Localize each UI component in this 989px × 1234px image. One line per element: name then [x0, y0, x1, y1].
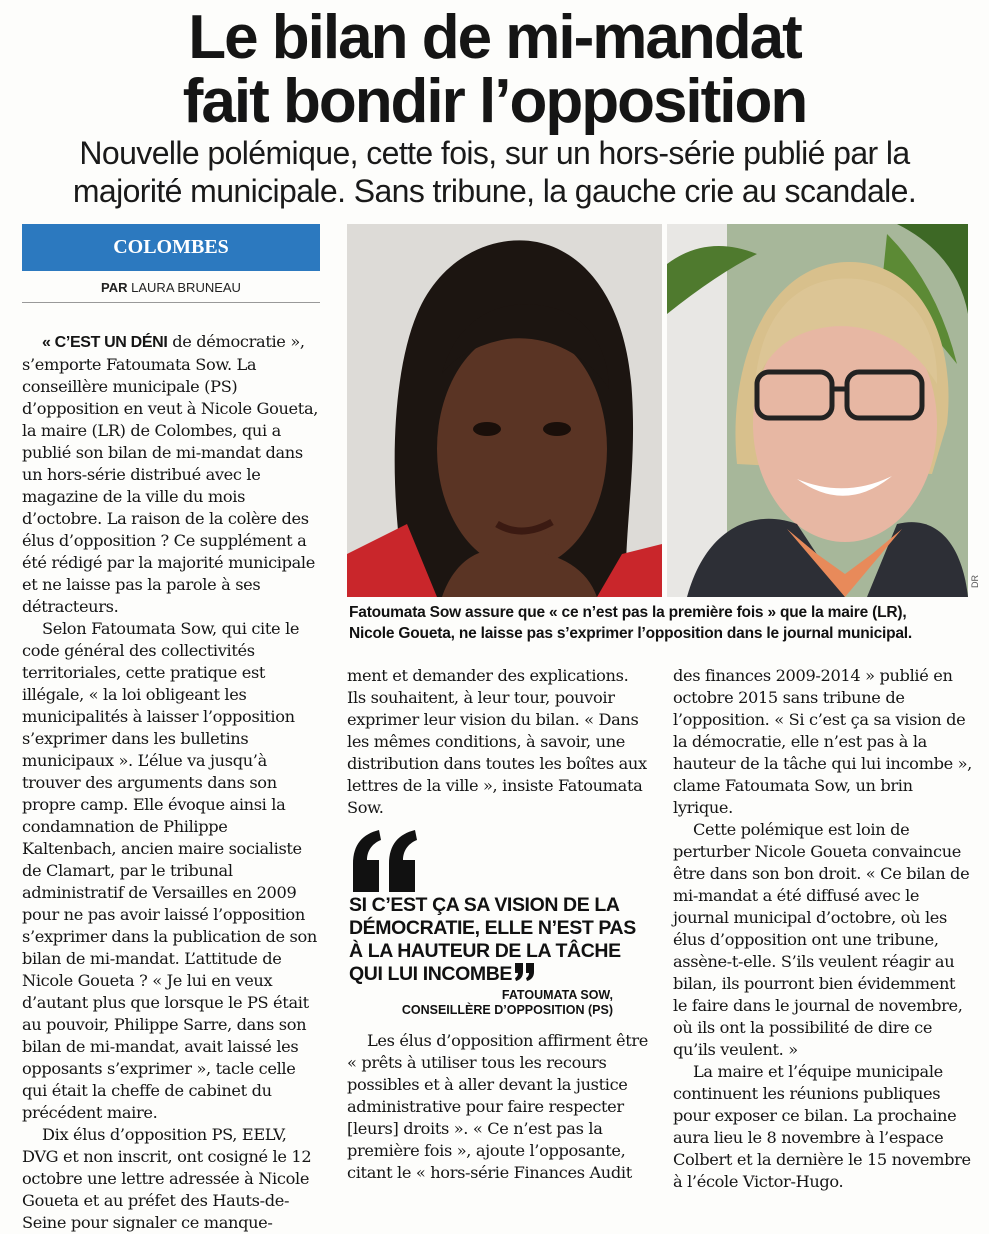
byline — [22, 280, 320, 295]
pull-quote-body: SI C’EST ÇA SA VISION DE LA DÉMOCRATIE, ELLE N’EST PAS À LA HAUTEUR DE LA TÂCHE QUI LUI INCOMBE — [349, 894, 636, 985]
paragraph-2: Selon Fatoumata Sow, qui cite le code général des collectivités territoriales, cette pratique est illégale, « la loi obligeant les municipalités à laisser l’opposition s’exprimer dans les bulletins municipaux ». L’élue va jusqu’à trouver des arguments dans son propre camp. Elle évoque ainsi la condamnation de Philippe Kaltenbach, ancien maire socialiste de Clamart, par le tribunal administratif de Versailles en 2009 pour ne pas avoir laissé l’opposition s’exprimer dans la publication de son bilan de mi-mandat. L’attitude de Nicole Goueta ? « Je lui en veux d’autant plus que lorsque le PS était au pouvoir, Philippe Sarre, dans son bilan de mi-mandat, avait laissé les opposants s’exprimer », tacle celle qui était la cheffe de cabinet du précédent maire. — [22, 619, 317, 1122]
photo-fatoumata-sow — [347, 224, 662, 597]
caption-line-2: Nicole Goueta, ne laisse pas s’exprimer l’opposition dans le journal municipal. — [349, 625, 913, 642]
photo-nicole-goueta — [667, 224, 968, 597]
article-column-1 — [22, 331, 320, 1234]
byline-divider — [22, 302, 320, 303]
paragraph-4: Les élus d’opposition affirment être « prêts à utiliser tous les recours possibles et à aller devant la justice administrative pour faire respecter [leurs] droits ». « Ce n’est pas la première fois », ajoute l’opposante, citant le « hors-série Finances Audit — [347, 1031, 648, 1182]
lead-in: « C’EST UN DÉNI — [42, 334, 168, 351]
article-column-2 — [347, 665, 649, 819]
byline-author: LAURA BRUNEAU — [131, 280, 241, 295]
paragraph-5: Cette polémique est loin de perturber Nicole Goueta convaincue être dans son bon droit. « Ce bilan de mi-mandat a été diffusé avec le journal municipal d’octobre, où les élus d’opposition ont une tribune, assène-t-elle. S’ils veulent réagir au bilan, ils pourront bien évidemment le faire dans le journal de novembre, où ils ont la possibilité de dire ce qu’ils veulent. » — [673, 820, 970, 1059]
headline — [0, 3, 989, 136]
headline-line-2: fait bondir l’opposition — [182, 67, 807, 136]
article-column-2-bottom — [347, 1030, 649, 1184]
portrait-woman-glasses-icon — [667, 224, 968, 597]
paragraph-6: La maire et l’équipe municipale continuent les réunions publiques pour exposer ce bilan. La prochaine aura lieu le 8 novembre à l’espace Colbert et la dernière le 15 novembre à l’école Victor-Hugo. — [673, 1062, 971, 1191]
deck-line-1: Nouvelle polémique, cette fois, sur un hors-série publié par la — [79, 135, 910, 171]
open-quote-icon — [349, 830, 419, 894]
article-column-3 — [673, 665, 973, 1193]
photo-credit: DR — [970, 575, 980, 588]
pull-quote-text — [349, 894, 649, 986]
close-quote-icon — [514, 963, 536, 981]
paragraph-4-continued: des finances 2009-2014 » publié en octobre 2015 sans tribune de l’opposition. « Si c’est ça sa vision de la démocratie, elle n’est pas à la hauteur de la tâche qui lui incombe », clame Fatoumata Sow, un brin lyrique. — [673, 666, 972, 817]
paragraph-3-part-2: ment et demander des explications. Ils souhaitent, à leur tour, pouvoir exprimer leur vision du bilan. « Dans les mêmes conditions, à savoir, une distribution dans toutes les boîtes aux lettres de la ville », insiste Fatoumata Sow. — [347, 666, 647, 817]
pull-quote-attribution — [349, 988, 613, 1018]
deck-subheadline — [0, 134, 989, 210]
attribution-name: FATOUMATA SOW, — [501, 988, 613, 1002]
caption-line-1: Fatoumata Sow assure que « ce n’est pas la première fois » que la maire (LR), — [349, 604, 907, 621]
paragraph-1 — [22, 331, 320, 618]
paragraph-3-part-1: Dix élus d’opposition PS, EELV, DVG et non inscrit, ont cosigné le 12 octobre une lettre adressée à Nicole Goueta et au préfet des Hauts-de-Seine pour signaler ce manque- — [22, 1125, 312, 1232]
attribution-role: CONSEILLÈRE D’OPPOSITION (PS) — [401, 1003, 613, 1017]
paragraph-1-text: de démocratie », s’emporte Fatoumata Sow. La conseillère municipale (PS) d’opposition en veut à Nicole Goueta, la maire (LR) de Colombes, qui a publié son bilan de mi-mandat dans un hors-série distribué avec le magazine de la ville du mois d’octobre. La raison de la colère des élus d’opposition ? Ce supplément a été rédigé par la majorité municipale et ne laisse pas la parole à ses détracteurs. — [22, 332, 319, 616]
photo-caption — [349, 602, 974, 644]
portrait-woman-dark-hair-icon — [347, 224, 662, 597]
headline-line-1: Le bilan de mi-mandat — [188, 3, 801, 72]
deck-line-2: majorité municipale. Sans tribune, la gauche crie au scandale. — [72, 173, 917, 209]
section-tag: COLOMBES — [22, 224, 320, 271]
byline-prefix: PAR — [101, 280, 128, 295]
